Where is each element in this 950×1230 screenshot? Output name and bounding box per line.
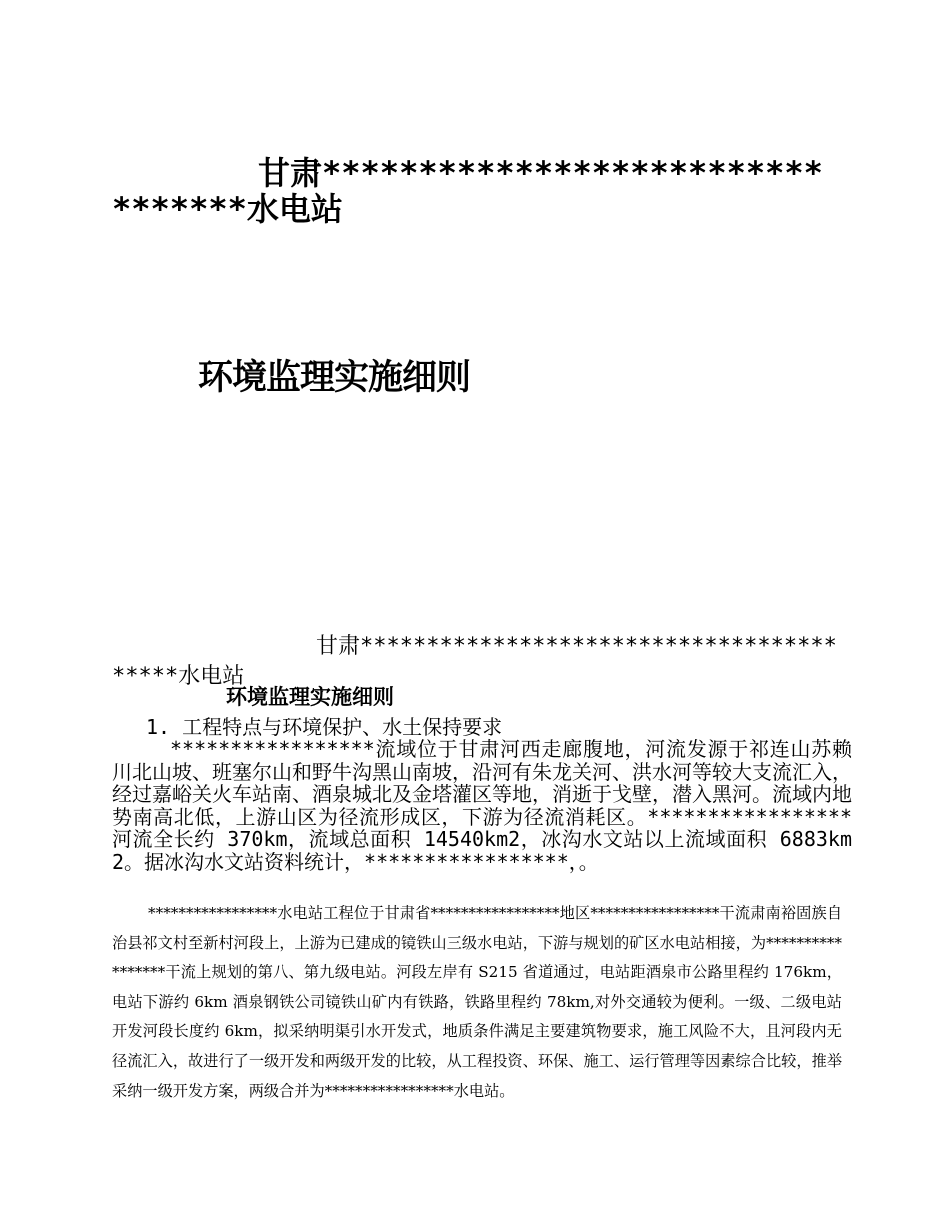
cover-title: 甘肃*********************************水电站 xyxy=(112,154,823,228)
paragraph-basin-overview: *****************流域位于甘肃河西走廊腹地，河流发源于祁连山苏赖川北山坡、班塞尔山和野牛沟黑山南坡，沿河有朱龙关河、洪水河等较大支流汇入，经过嘉峪关火车站南、酒泉城北及金塔灌区等地，消逝于戈壁，潜入黑河。流域内地势南高北低，上游山区为径流形成区，下游为径流消耗区。*****************河流全长约 370km，流域总面积 14540km2，冰沟水文站以上流域面积 6883km2。据冰沟水文站资料统计，*****************，。 xyxy=(112,737,852,874)
body-title: 甘肃*****************************************水电站 xyxy=(112,634,837,689)
body-subtitle: 环境监理实施细则 xyxy=(226,684,394,709)
cover-subtitle: 环境监理实施细则 xyxy=(198,357,471,398)
section-heading: 1. 工程特点与环境保护、水土保持要求 xyxy=(146,715,503,739)
paragraph-project-location: *****************水电站工程位于甘肃省*****************地区*****************干流肃南裕固族自治县祁文村至新村河段上，上游为已建成的镜铁山三级水电站，下游与规划的矿区水电站相接，为*****************干流上规划的第八、第九级电站。河段左岸有 S215 省道通过，电站距酒泉市公路里程约 176km，电站下游约 6km 酒泉钢铁公司镜铁山矿内有铁路，铁路里程约 78km,对外交通较为便利。一级、二级电站开发河段长度约 6km，拟采纳明渠引水开发式，地质条件满足主要建筑物要求，施工风险不大，且河段内无径流汇入，故进行了一级开发和两级开发的比较，从工程投资、环保、施工、运行管理等因素综合比较，推举采纳一级开发方案，两级合并为*****************水电站。 xyxy=(112,904,842,1100)
